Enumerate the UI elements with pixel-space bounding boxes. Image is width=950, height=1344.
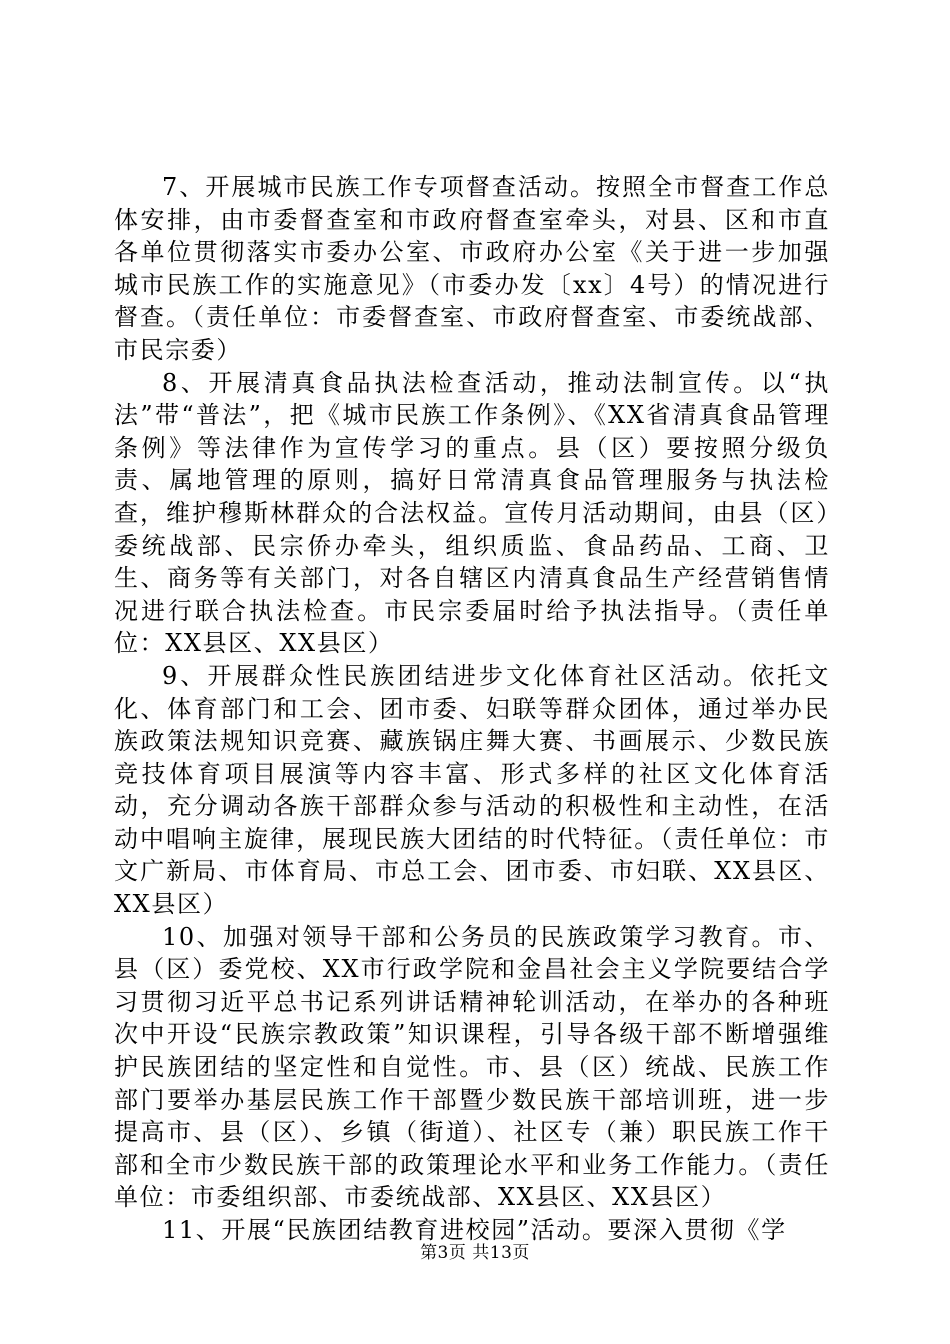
paragraph-item-7: 7、开展城市民族工作专项督查活动。按照全市督查工作总体安排，由市委督查室和市政府督查室牵头，对县、区和市直各单位贯彻落实市委办公室、市政府办公室《关于进一步加强城市民族工作的实施意见》（市委办发〔xx〕4号）的情况进行督查。（责任单位：市委督查室、市政府督查室、市委统战部、市民宗委） xyxy=(114,173,830,364)
paragraph-item-8: 8、开展清真食品执法检查活动，推动法制宣传。以“执法”带“普法”，把《城市民族工作条例》、《XX省清真食品管理条例》等法律作为宣传学习的重点。县（区）要按照分级负责、属地管理的原则，搞好日常清真食品管理服务与执法检查，维护穆斯林群众的合法权益。宣传月活动期间，由县（区）委统战部、民宗侨办牵头，组织质监、食品药品、工商、卫生、商务等有关部门，对各自辖区内清真食品生产经营销售情况进行联合执法检查。市民宗委届时给予执法指导。（责任单位：XX县区、XX县区） xyxy=(114,368,830,658)
paragraph-item-10: 10、加强对领导干部和公务员的民族政策学习教育。市、县（区）委党校、XX市行政学院和金昌社会主义学院要结合学习贯彻习近平总书记系列讲话精神轮训活动，在举办的各种班次中开设“民族宗教政策”知识课程，引导各级干部不断增强维护民族团结的坚定性和自觉性。市、县（区）统战、民族工作部门要举办基层民族工作干部暨少数民族干部培训班，进一步提高市、县（区）、乡镇（街道）、社区专（兼）职民族工作干部和全市少数民族干部的政策理论水平和业务工作能力。（责任单位：市委组织部、市委统战部、XX县区、XX县区） xyxy=(114,922,830,1212)
paragraph-item-9: 9、开展群众性民族团结进步文化体育社区活动。依托文化、体育部门和工会、团市委、妇联等群众团体，通过举办民族政策法规知识竞赛、藏族锅庄舞大赛、书画展示、少数民族竞技体育项目展演等内容丰富、形式多样的社区文化体育活动，充分调动各族干部群众参与活动的积极性和主动性，在活动中唱响主旋律，展现民族大团结的时代特征。（责任单位：市文广新局、市体育局、市总工会、团市委、市妇联、XX县区、XX县区） xyxy=(114,661,830,919)
document-body xyxy=(114,171,830,1247)
page-number-footer: 第3页 共13页 xyxy=(420,1243,530,1263)
paragraph-item-11: 11、开展“民族团结教育进校园”活动。要深入贯彻《学 xyxy=(162,1216,787,1244)
